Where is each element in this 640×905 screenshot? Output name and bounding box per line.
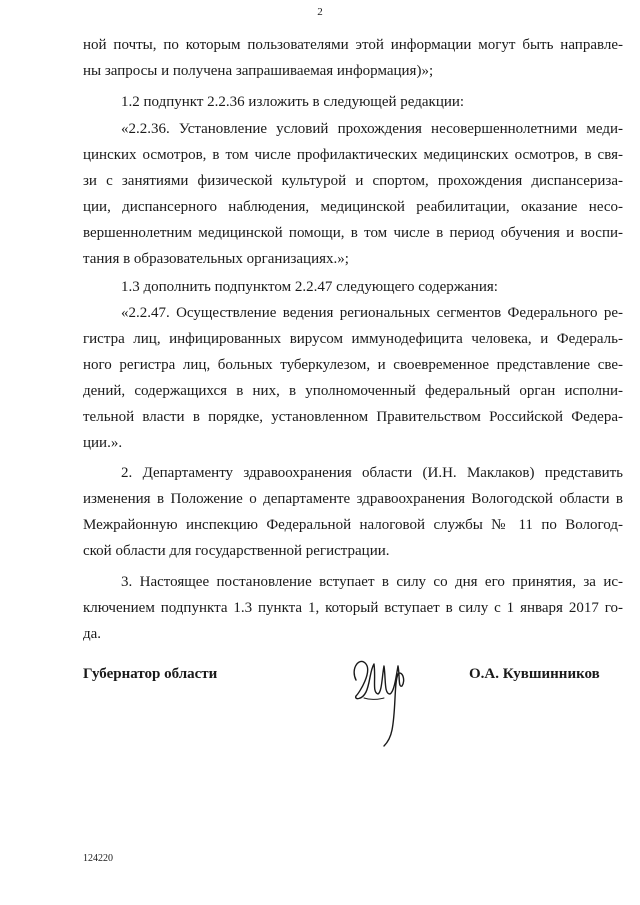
body-line: 2. Департаменту здравоохранения области (И.Н. Маклаков) представить	[121, 465, 623, 481]
body-line: изменения в Положение о департаменте здравоохранения Вологодской области в	[83, 491, 623, 507]
body-line: Межрайонную инспекцию Федеральной налоговой службы № 11 по Вологод-	[83, 517, 623, 533]
body-line: «2.2.36. Установление условий прохождения несовершеннолетними меди-	[121, 121, 623, 137]
document-code: 124220	[83, 853, 113, 864]
body-line: 1.3 дополнить подпунктом 2.2.47 следующего содержания:	[121, 279, 498, 295]
body-line: да.	[83, 626, 102, 642]
page-number: 2	[317, 6, 323, 18]
body-line: ны запросы и получена запрашиваемая информация)»;	[83, 63, 434, 79]
body-line: тельной власти в порядке, установленном Правительством Российской Федера-	[83, 409, 623, 425]
body-line: ключением подпункта 1.3 пункта 1, который вступает в силу с 1 января 2017 го-	[83, 600, 623, 616]
body-line: гистра лиц, инфицированных вирусом иммунодефицита человека, и Федераль-	[83, 331, 623, 347]
body-line: «2.2.47. Осуществление ведения региональных сегментов Федерального ре-	[121, 305, 623, 321]
handwritten-signature	[346, 640, 412, 748]
body-line: ной почты, по которым пользователями этой информации могут быть направле-	[83, 37, 623, 53]
body-line: цинских осмотров, в том числе профилактических медицинских осмотров, в свя-	[83, 147, 623, 163]
body-line: зи с занятиями физической культурой и спортом, прохождения диспансериза-	[83, 173, 623, 189]
body-line: ской области для государственной регистрации.	[83, 543, 390, 559]
body-line: ции, диспансерного наблюдения, медицинской реабилитации, оказание несо-	[83, 199, 623, 215]
body-line: 3. Настоящее постановление вступает в силу со дня его принятия, за ис-	[121, 574, 623, 590]
body-line: ного регистра лиц, больных туберкулезом, и своевременное представление све-	[83, 357, 623, 373]
body-line: тания в образовательных организациях.»;	[83, 251, 349, 267]
signer-title: Губернатор области	[83, 666, 218, 682]
signer-name: О.А. Кувшинников	[469, 666, 600, 682]
body-line: дений, содержащихся в них, в уполномоченный федеральный орган исполни-	[83, 383, 623, 399]
body-line: ции.».	[83, 435, 123, 451]
body-line: 1.2 подпункт 2.2.36 изложить в следующей редакции:	[121, 94, 465, 110]
body-line: вершеннолетним медицинской помощи, в том числе в период обучения и воспи-	[83, 225, 623, 241]
